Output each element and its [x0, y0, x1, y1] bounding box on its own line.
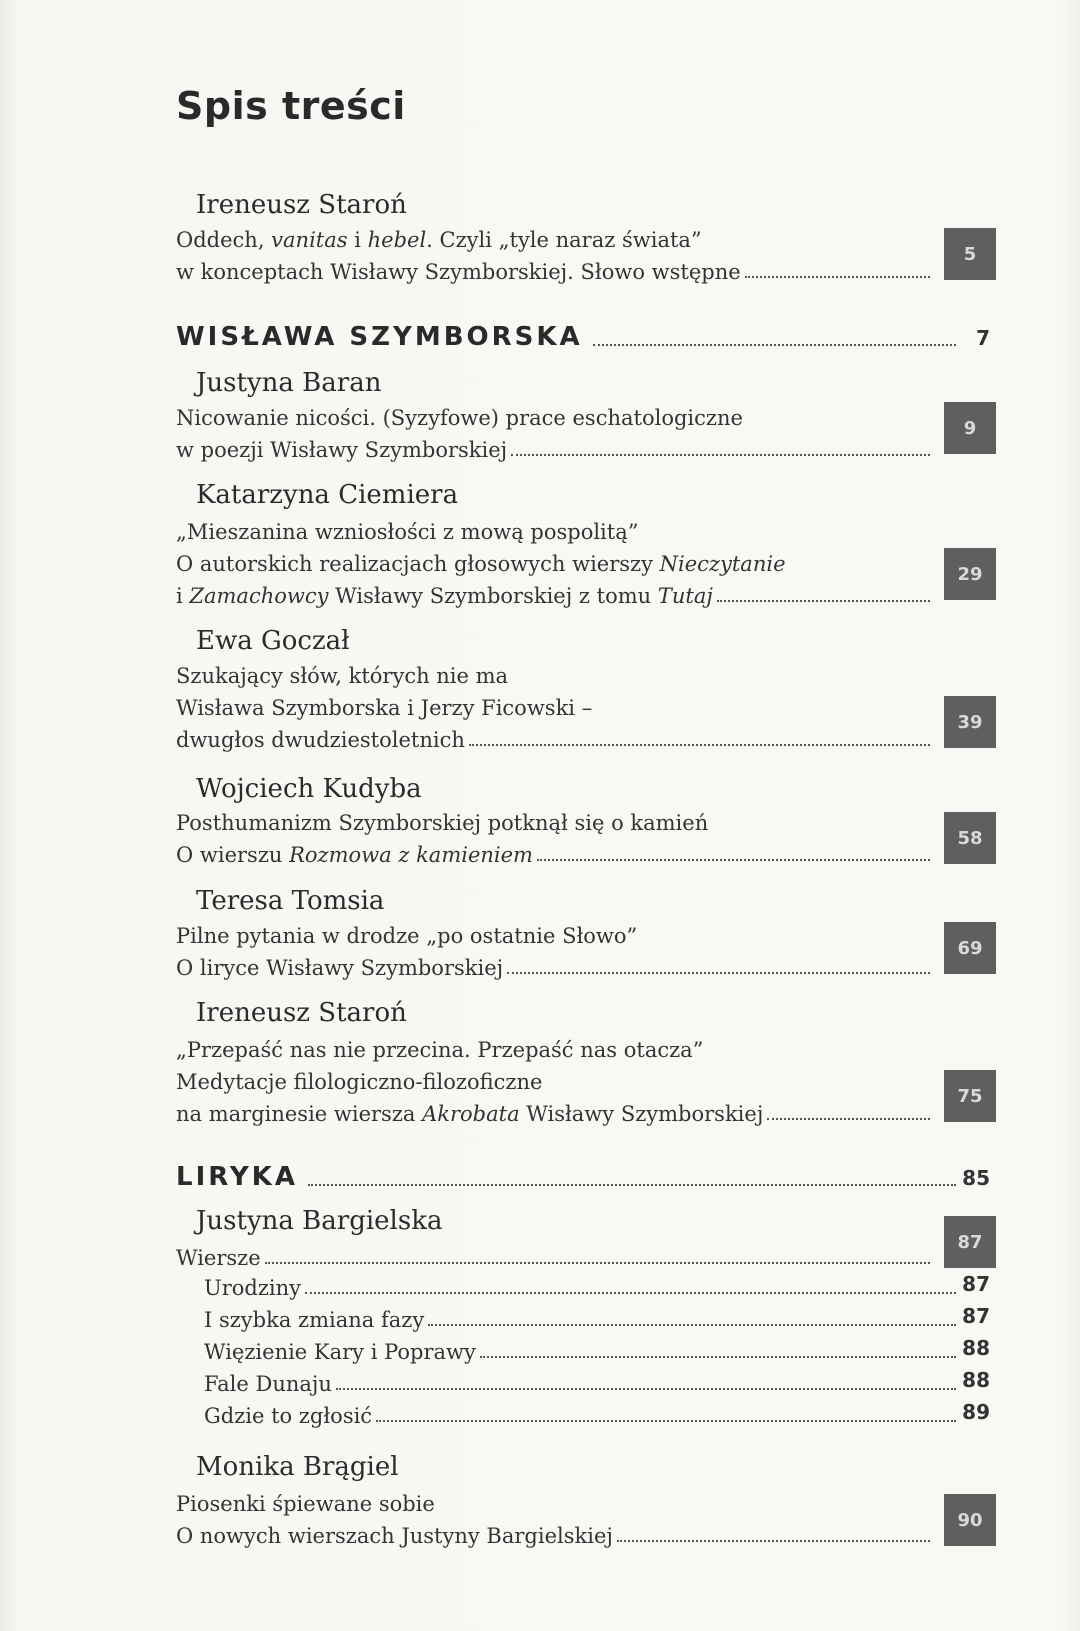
entry-title-line — [176, 950, 930, 980]
entry-title-line — [176, 222, 930, 252]
entry-title-text: w konceptach Wisławy Szymborskiej. Słowo wstępne — [176, 260, 741, 284]
entry-title-text: i Zamachowcy Wisławy Szymborskiej z tomu Tutaj — [176, 584, 713, 608]
section-title: WISŁAWA SZYMBORSKA — [176, 322, 583, 352]
subitem-line — [204, 1366, 956, 1396]
subitem-line — [204, 1334, 956, 1364]
entry-title-line — [176, 690, 930, 720]
dot-leader — [767, 1118, 930, 1120]
entry-author: Justyna Bargielska — [196, 1206, 443, 1236]
page-number-box: 75 — [944, 1070, 996, 1122]
entry-title-line — [176, 918, 930, 948]
subitem-title: Urodziny — [204, 1276, 301, 1300]
entry-title-text: Nicowanie nicości. (Syzyfowe) prace eschatologiczne — [176, 406, 743, 430]
dot-leader — [336, 1388, 956, 1390]
entry-title-text: O liryce Wisławy Szymborskiej — [176, 956, 504, 980]
entry-title-line — [176, 514, 930, 544]
subitem-page-number: 89 — [962, 1400, 990, 1424]
subitem-line — [204, 1302, 956, 1332]
page-number-box: 90 — [944, 1494, 996, 1546]
subitem-title: Fale Dunaju — [204, 1372, 332, 1396]
entry-author: Ireneusz Staroń — [196, 190, 407, 220]
dot-leader — [308, 1184, 956, 1186]
entry-title-text: „Przepaść nas nie przecina. Przepaść nas otacza” — [176, 1038, 704, 1062]
entry-title-line — [176, 837, 930, 867]
subitem-title: Gdzie to zgłosić — [204, 1404, 373, 1428]
section-heading — [176, 1158, 956, 1192]
subitem-title: Więzienie Kary i Poprawy — [204, 1340, 476, 1364]
entry-title-text: Posthumanizm Szymborskiej potknął się o kamień — [176, 811, 709, 835]
subitem-line — [204, 1398, 956, 1428]
entry-author: Ewa Goczał — [196, 626, 350, 656]
section-page-number: 85 — [962, 1166, 990, 1190]
dot-leader — [376, 1420, 956, 1422]
entry-title-line — [176, 400, 930, 430]
entry-author: Katarzyna Ciemiera — [196, 480, 459, 510]
entry-title-line — [176, 805, 930, 835]
subitem-line — [204, 1270, 956, 1300]
entry-title-line — [176, 722, 930, 752]
dot-leader — [507, 972, 930, 974]
page-number-box: 39 — [944, 696, 996, 748]
entry-title-line — [176, 546, 930, 576]
entry-title-text: Oddech, vanitas i hebel. Czyli „tyle naraz świata” — [176, 228, 702, 252]
section-title: LIRYKA — [176, 1162, 298, 1192]
page-number-box: 29 — [944, 548, 996, 600]
entry-title-text: Pilne pytania w drodze „po ostatnie Słowo” — [176, 924, 638, 948]
entry-title-line — [176, 254, 930, 284]
subitem-page-number: 87 — [962, 1304, 990, 1328]
entry-title-text: O nowych wierszach Justyny Bargielskiej — [176, 1524, 613, 1548]
dot-leader — [469, 744, 930, 746]
entry-title-line — [176, 578, 930, 608]
dot-leader — [745, 276, 930, 278]
page-number-box: 69 — [944, 922, 996, 974]
subitem-title: I szybka zmiana fazy — [204, 1308, 425, 1332]
entry-title-line — [176, 432, 930, 462]
dot-leader — [717, 600, 930, 602]
page-number-box: 9 — [944, 402, 996, 454]
entry-author: Wojciech Kudyba — [196, 774, 422, 804]
entry-title-line — [176, 1032, 930, 1062]
entry-title-text: Wisława Szymborska i Jerzy Ficowski – — [176, 696, 593, 720]
page-number-box: 5 — [944, 228, 996, 280]
entry-title-text: Szukający słów, których nie ma — [176, 664, 509, 688]
entry-title-line — [176, 1096, 930, 1126]
entry-author: Monika Brągiel — [196, 1452, 399, 1482]
entry-title-text: O autorskich realizacjach głosowych wierszy Nieczytanie — [176, 552, 786, 576]
subitem-page-number: 88 — [962, 1336, 990, 1360]
subitem-page-number: 87 — [962, 1272, 990, 1296]
entry-title-line — [176, 658, 930, 688]
page-number-box: 87 — [944, 1216, 996, 1268]
page-title: Spis treści — [176, 84, 406, 128]
entry-author: Teresa Tomsia — [196, 886, 385, 916]
entry-title-line — [176, 1064, 930, 1094]
dot-leader — [265, 1262, 930, 1264]
subitem-page-number: 88 — [962, 1368, 990, 1392]
dot-leader — [428, 1324, 956, 1326]
section-heading — [176, 318, 956, 352]
entry-author: Justyna Baran — [196, 368, 382, 398]
dot-leader — [593, 344, 956, 346]
entry-title-text: Medytacje filologiczno-filozoficzne — [176, 1070, 543, 1094]
entry-title-text: na marginesie wiersza Akrobata Wisławy Szymborskiej — [176, 1102, 764, 1126]
entry-title-line — [176, 1518, 930, 1548]
dot-leader — [617, 1540, 930, 1542]
dot-leader — [511, 454, 930, 456]
section-page-number: 7 — [976, 326, 990, 350]
entry-author: Ireneusz Staroń — [196, 998, 407, 1028]
entry-title-text: O wierszu Rozmowa z kamieniem — [176, 843, 533, 867]
entry-title-line — [176, 1486, 930, 1516]
dot-leader — [480, 1356, 956, 1358]
entry-title-text: Piosenki śpiewane sobie — [176, 1492, 435, 1516]
entry-title-text: Wiersze — [176, 1246, 261, 1270]
page-number-box: 58 — [944, 812, 996, 864]
entry-title-text: w poezji Wisławy Szymborskiej — [176, 438, 508, 462]
dot-leader — [305, 1292, 956, 1294]
dot-leader — [537, 859, 930, 861]
entry-title-text: „Mieszanina wzniosłości z mową pospolitą” — [176, 520, 639, 544]
entry-title-text: dwugłos dwudziestoletnich — [176, 728, 465, 752]
entry-title-line — [176, 1240, 930, 1270]
